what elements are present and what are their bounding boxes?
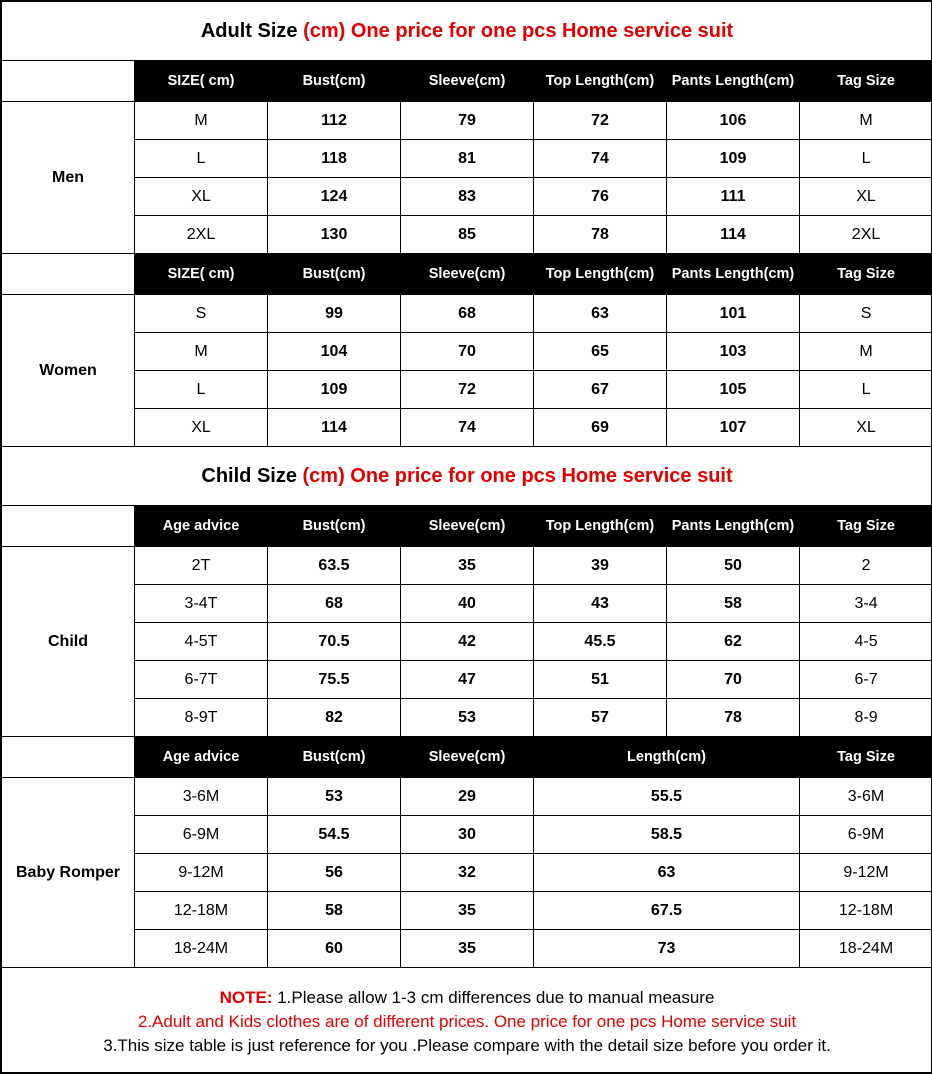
table-cell: 63.5 [268,547,401,585]
table-cell: 12-18M [800,892,932,930]
table-cell: 6-7T [135,661,268,699]
table-cell: 67.5 [534,892,800,930]
table-cell: 73 [534,930,800,968]
table-row [2,178,932,216]
table-cell: 35 [401,892,534,930]
child-title-red-text: (cm) One price for one pcs Home service suit [302,464,733,487]
column-header: Sleeve(cm) [401,506,534,547]
table-cell: L [800,371,932,409]
table-cell: 6-7 [800,661,932,699]
table-cell: 51 [534,661,667,699]
column-header: Sleeve(cm) [401,61,534,102]
table-cell: XL [135,409,268,447]
table-cell: 18-24M [135,930,268,968]
column-header: Bust(cm) [268,737,401,778]
table-cell: 109 [667,140,800,178]
table-cell: 39 [534,547,667,585]
table-row [2,585,932,623]
table-cell: 2T [135,547,268,585]
note-text-1: 1.Please allow 1-3 cm differences due to manual measure [272,988,715,1007]
table-cell: 9-12M [135,854,268,892]
table-cell: 72 [534,102,667,140]
table-cell: 109 [268,371,401,409]
header-blank-cell [2,61,135,102]
table-cell: 112 [268,102,401,140]
column-header: Sleeve(cm) [401,254,534,295]
column-header: Tag Size [800,506,932,547]
table-cell: 53 [268,778,401,816]
table-cell: 78 [534,216,667,254]
table-row [2,623,932,661]
table-cell: 58.5 [534,816,800,854]
table-cell: 4-5 [800,623,932,661]
table-cell: 30 [401,816,534,854]
column-header: Bust(cm) [268,506,401,547]
table-cell: 42 [401,623,534,661]
table-cell: 70.5 [268,623,401,661]
table-cell: 111 [667,178,800,216]
header-blank-cell [2,254,135,295]
note-line-3: 3.This size table is just reference for you .Please compare with the detail size before you order it. [103,1036,831,1055]
table-row [2,816,932,854]
child-title-text: Child Size [201,464,303,487]
table-cell: 3-6M [135,778,268,816]
table-cell: 6-9M [800,816,932,854]
table-cell: 114 [268,409,401,447]
table-cell: 35 [401,930,534,968]
table-cell: 4-5T [135,623,268,661]
table-cell: 2XL [135,216,268,254]
table-cell: 104 [268,333,401,371]
column-header: Sleeve(cm) [401,737,534,778]
table-cell: 103 [667,333,800,371]
column-header: Tag Size [800,737,932,778]
table-cell: XL [800,409,932,447]
note-line-2: 2.Adult and Kids clothes are of different prices. One price for one pcs Home service suit [137,1012,797,1031]
table-cell: 65 [534,333,667,371]
table-row [2,295,932,333]
table-row [2,371,932,409]
table-cell: 18-24M [800,930,932,968]
note-box [2,968,932,1073]
table-cell: 114 [667,216,800,254]
adult-title [2,2,932,61]
header-row [2,737,932,778]
table-cell: 68 [401,295,534,333]
table-cell: 47 [401,661,534,699]
table-cell: 118 [268,140,401,178]
table-cell: 74 [401,409,534,447]
column-header: Length(cm) [534,737,800,778]
header-row [2,254,932,295]
table-cell: 56 [268,854,401,892]
table-cell: 107 [667,409,800,447]
table-cell: 75.5 [268,661,401,699]
table-cell: 78 [667,699,800,737]
table-cell: 70 [667,661,800,699]
column-header: Age advice [135,506,268,547]
table-row [2,102,932,140]
table-cell: 54.5 [268,816,401,854]
table-cell: 124 [268,178,401,216]
table-cell: 53 [401,699,534,737]
group-label-women: Women [2,295,135,447]
table-row [2,699,932,737]
table-cell: 12-18M [135,892,268,930]
table-cell: 83 [401,178,534,216]
note-label: NOTE: [219,988,273,1007]
adult-title-text: Adult Size [200,19,304,42]
header-blank-cell [2,506,135,547]
table-cell: 43 [534,585,667,623]
table-cell: 72 [401,371,534,409]
table-cell: 35 [401,547,534,585]
child-title [2,447,932,506]
table-cell: 57 [534,699,667,737]
table-cell: 82 [268,699,401,737]
column-header: Top Length(cm) [534,61,667,102]
table-cell: 70 [401,333,534,371]
table-cell: M [135,333,268,371]
table-cell: 3-4 [800,585,932,623]
adult-title-row [2,2,932,61]
table-cell: 3-6M [800,778,932,816]
table-cell: 101 [667,295,800,333]
adult-title-red-text: (cm) One price for one pcs Home service suit [303,19,734,42]
table-cell: 50 [667,547,800,585]
table-cell: 2 [800,547,932,585]
table-cell: 9-12M [800,854,932,892]
table-cell: 45.5 [534,623,667,661]
table-cell: 106 [667,102,800,140]
table-cell: 69 [534,409,667,447]
column-header: SIZE( cm) [135,61,268,102]
column-header: Age advice [135,737,268,778]
column-header: SIZE( cm) [135,254,268,295]
group-label-child: Child [2,547,135,737]
note-row [2,968,932,1073]
column-header: Pants Length(cm) [667,61,800,102]
table-row [2,140,932,178]
table-cell: 8-9 [800,699,932,737]
table-cell: 130 [268,216,401,254]
table-cell: L [135,140,268,178]
table-row [2,892,932,930]
table-cell: M [800,333,932,371]
table-row [2,216,932,254]
table-cell: 74 [534,140,667,178]
table-cell: 79 [401,102,534,140]
size-table [1,1,932,1073]
table-row [2,930,932,968]
group-label-men: Men [2,102,135,254]
group-label-baby: Baby Romper [2,778,135,968]
table-cell: L [800,140,932,178]
table-cell: S [135,295,268,333]
table-cell: M [800,102,932,140]
header-row [2,61,932,102]
table-cell: 2XL [800,216,932,254]
column-header: Bust(cm) [268,61,401,102]
column-header: Top Length(cm) [534,254,667,295]
table-cell: 85 [401,216,534,254]
table-cell: 67 [534,371,667,409]
table-cell: 68 [268,585,401,623]
table-cell: 3-4T [135,585,268,623]
table-cell: 6-9M [135,816,268,854]
table-cell: 29 [401,778,534,816]
table-cell: 60 [268,930,401,968]
table-cell: 55.5 [534,778,800,816]
child-title-row [2,447,932,506]
table-cell: M [135,102,268,140]
table-cell: 8-9T [135,699,268,737]
column-header: Pants Length(cm) [667,254,800,295]
table-cell: 58 [667,585,800,623]
table-cell: XL [800,178,932,216]
column-header: Tag Size [800,61,932,102]
table-cell: L [135,371,268,409]
table-row [2,333,932,371]
table-cell: 63 [534,854,800,892]
column-header: Bust(cm) [268,254,401,295]
table-row [2,854,932,892]
table-cell: 76 [534,178,667,216]
table-cell: 62 [667,623,800,661]
table-row [2,778,932,816]
table-cell: 99 [268,295,401,333]
column-header: Top Length(cm) [534,506,667,547]
table-row [2,409,932,447]
table-cell: S [800,295,932,333]
table-row [2,661,932,699]
table-cell: 40 [401,585,534,623]
table-cell: XL [135,178,268,216]
table-cell: 58 [268,892,401,930]
table-cell: 32 [401,854,534,892]
column-header: Pants Length(cm) [667,506,800,547]
column-header: Tag Size [800,254,932,295]
note-line-1 [2,986,932,1010]
table-cell: 105 [667,371,800,409]
header-row [2,506,932,547]
table-cell: 81 [401,140,534,178]
table-cell: 63 [534,295,667,333]
table-row [2,547,932,585]
header-blank-cell [2,737,135,778]
